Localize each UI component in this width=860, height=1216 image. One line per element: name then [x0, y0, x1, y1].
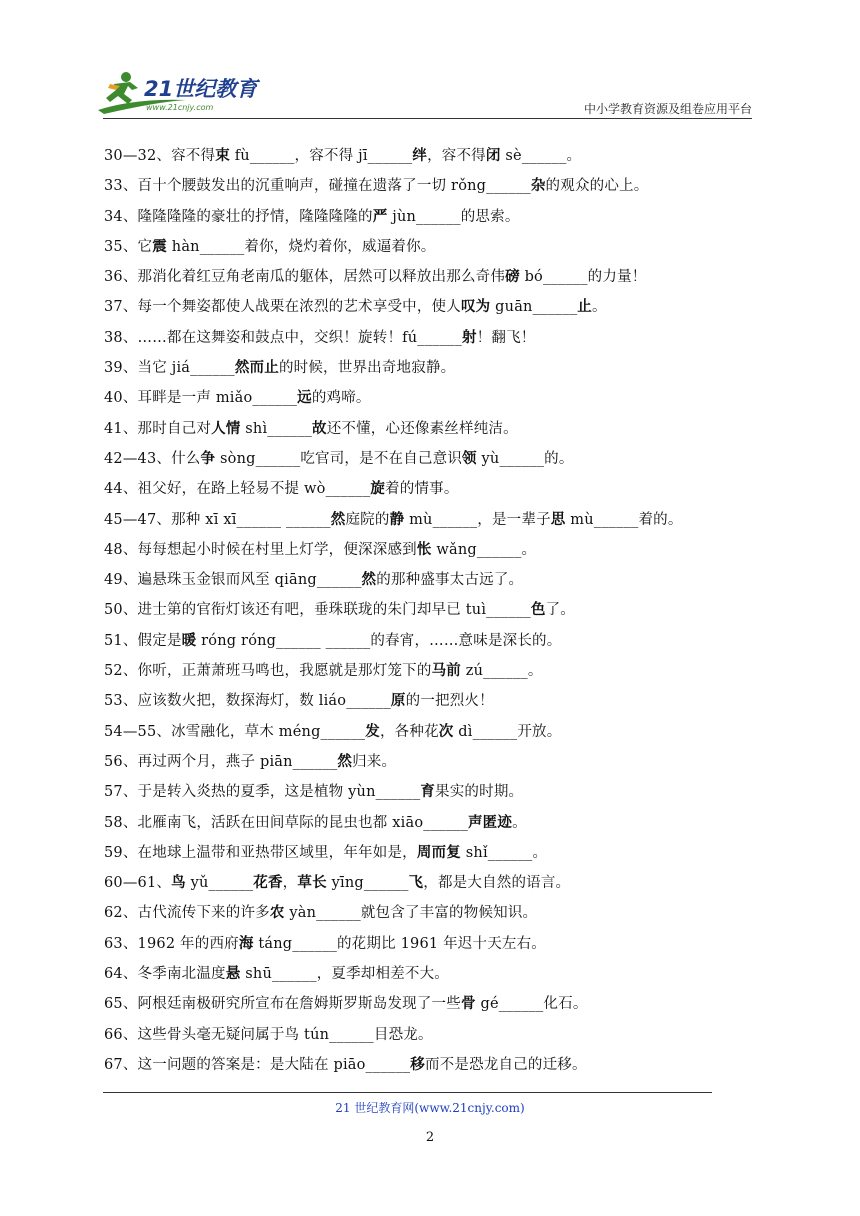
page-number: 2: [425, 1130, 435, 1145]
exercise-line: 62、古代流传下来的许多农 yàn______就包含了丰富的物候知识。: [104, 904, 538, 922]
exercise-line: 56、再过两个月，燕子 piān______然归来。: [104, 752, 397, 770]
exercise-line: 37、每一个舞姿都使人战栗在浓烈的艺术享受中，使人叹为 guān______止。: [104, 298, 607, 316]
header-divider: [103, 118, 752, 119]
exercise-line: 57、于是转入炎热的夏季，这是植物 yùn______育果实的时期。: [104, 783, 524, 801]
svg-text:www.21cnjy.com: www.21cnjy.com: [146, 103, 214, 112]
platform-title: 中小学教育资源及组卷应用平台: [583, 102, 752, 116]
exercise-line: 39、当它 jiá______然而止的时候，世界出奇地寂静。: [104, 359, 456, 377]
exercise-line: 38、……都在这舞姿和鼓点中，交织！旋转！fú______射！翻飞！: [104, 328, 536, 346]
page-header: [0, 0, 860, 120]
exercise-line: 42—43、什么争 sòng______吃官司，是不在自己意识领 yù______的。: [104, 449, 574, 467]
exercise-line: 51、假定是暖 róng róng______ ______的春宵，……意味是深长的。: [104, 631, 562, 649]
exercise-line: 50、进士第的官衔灯该还有吧，垂珠联珑的朱门却早已 tuì______色了。: [104, 601, 575, 619]
exercise-line: 60—61、鸟 yǔ______花香，草长 yīng______飞，都是大自然的语言。: [104, 874, 571, 892]
logo: [96, 70, 266, 116]
exercise-line: 44、祖父好，在路上轻易不提 wò______旋着的情事。: [104, 480, 459, 498]
exercise-line: 59、在地球上温带和亚热带区域里，年年如是，周而复 shǐ______。: [104, 843, 548, 861]
svg-text:21世纪教育: 21世纪教育: [144, 77, 258, 101]
exercise-line: 49、遍悬珠玉金银而风至 qiāng______然的那种盛事太古远了。: [104, 571, 524, 589]
exercise-line: 35、它震 hàn______着你，烧灼着你，威逼着你。: [104, 237, 436, 255]
footer-divider: [103, 1092, 712, 1093]
exercise-line: 58、北雁南飞，活跃在田间草际的昆虫也都 xiāo______声匿迹。: [104, 813, 527, 831]
exercise-line: 54—55、冰雪融化，草木 méng______发，各种花次 dì______开放。: [104, 722, 562, 740]
exercise-line: 36、那消化着红豆角老南瓜的躯体，居然可以释放出那么奇伟磅 bó______的力量！: [104, 268, 647, 286]
runner-logo-icon: [96, 70, 266, 116]
exercise-line: 34、隆隆隆隆的豪壮的抒情，隆隆隆隆的严 jùn______的思索。: [104, 207, 520, 225]
exercise-line: 52、你听，正萧萧班马鸣也，我愿就是那灯笼下的马前 zú______。: [104, 662, 543, 680]
exercise-line: 33、百十个腰鼓发出的沉重响声，碰撞在遗落了一切 rǒng______杂的观众的心上。: [104, 177, 649, 195]
exercise-line: 41、那时自己对人情 shì______故还不懂，心还像素丝样纯洁。: [104, 419, 518, 437]
exercise-line: 48、每每想起小时候在村里上灯学，便深深感到怅 wǎng______。: [104, 540, 537, 558]
exercise-line: 67、这一问题的答案是：是大陆在 piāo______移而不是恐龙自己的迁移。: [104, 1055, 587, 1073]
exercise-line: 30—32、容不得束 fù______，容不得 jī______绊，容不得闭 sè______。: [104, 147, 582, 164]
exercise-line: 40、耳畔是一声 miǎo______远的鸡啼。: [104, 389, 371, 407]
exercise-line: 64、冬季南北温度悬 shū______，夏季却相差不大。: [104, 965, 449, 983]
exercise-list: [104, 141, 764, 1080]
footer-site-link[interactable]: 21 世纪教育网(www.21cnjy.com): [335, 1101, 525, 1115]
exercise-line: 66、这些骨头毫无疑问属于鸟 tún______目恐龙。: [104, 1026, 433, 1043]
exercise-line: 65、阿根廷南极研究所宣布在詹姆斯罗斯岛发现了一些骨 gé______化石。: [104, 995, 588, 1013]
exercise-line: 45—47、那种 xī xī______ ______然庭院的静 mù______，是一辈子思 mù______着的。: [104, 510, 683, 528]
exercise-line: 53、应该数火把，数探海灯，数 liáo______原的一把烈火！: [104, 692, 494, 710]
exercise-line: 63、1962 年的西府海 táng______的花期比 1961 年迟十天左右。: [104, 934, 546, 952]
